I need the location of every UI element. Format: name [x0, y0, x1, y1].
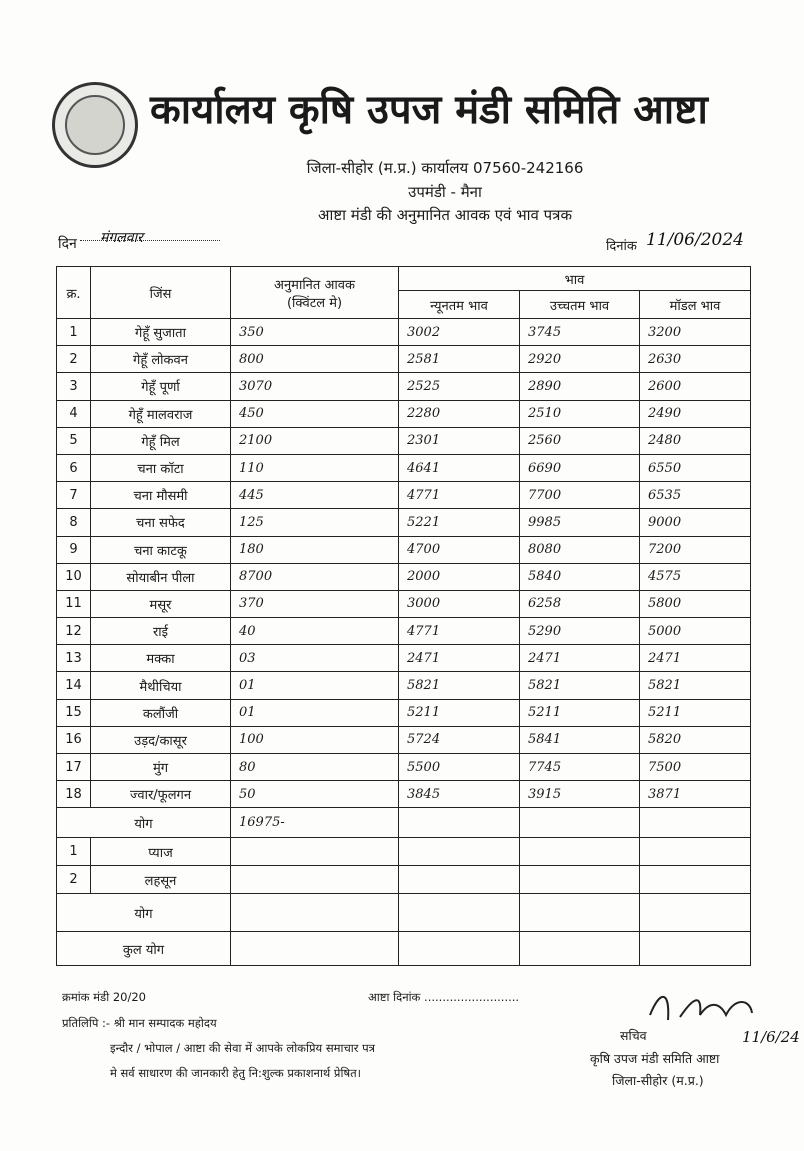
max-price-cell: 3745 — [520, 319, 640, 346]
max-price-cell: 5211 — [520, 699, 640, 726]
table-row — [57, 590, 751, 617]
min-price-cell: 5211 — [399, 699, 520, 726]
serial-cell: 2 — [57, 866, 91, 894]
mandi-emblem-logo — [52, 82, 138, 168]
arrival-header: अनुमानित आवक (क्विंटल मे) — [231, 267, 399, 319]
modal-price-cell: 3200 — [640, 319, 751, 346]
min-price-cell: 4771 — [399, 618, 520, 645]
sub-mandi-line: उपमंडी - मैना — [408, 183, 482, 201]
item-cell: मुंग — [91, 754, 231, 781]
arrival-cell: 125 — [231, 509, 399, 536]
table-row — [57, 482, 751, 509]
arrival-cell: 80 — [231, 754, 399, 781]
min-price-cell: 3000 — [399, 590, 520, 617]
table-row — [57, 726, 751, 753]
arrival-cell: 800 — [231, 346, 399, 373]
serial-cell: 2 — [57, 346, 91, 373]
min-price-cell: 5724 — [399, 726, 520, 753]
item-cell: कलौंजी — [91, 699, 231, 726]
empty-cell — [231, 866, 399, 894]
item-cell: चना काटकू — [91, 536, 231, 563]
max-price-cell: 7700 — [520, 482, 640, 509]
date-label: दिनांक — [606, 239, 637, 254]
serial-cell: 10 — [57, 563, 91, 590]
total-row — [57, 808, 751, 838]
serial-cell: 6 — [57, 454, 91, 481]
serial-cell: 15 — [57, 699, 91, 726]
serial-cell: 14 — [57, 672, 91, 699]
item-cell: मक्का — [91, 645, 231, 672]
item-cell: ज्वार/फूलगन — [91, 781, 231, 808]
min-price-header: न्यूनतम भाव — [399, 291, 520, 319]
max-price-header: उच्चतम भाव — [520, 291, 640, 319]
arrival-cell: 180 — [231, 536, 399, 563]
serial-cell: 18 — [57, 781, 91, 808]
empty-cell — [399, 932, 520, 966]
day-value: मंगलवार — [100, 230, 143, 246]
serial-cell: 13 — [57, 645, 91, 672]
max-price-cell: 5840 — [520, 563, 640, 590]
ashta-date-line: आष्टा दिनांक .......................... — [368, 990, 520, 1004]
item-cell: गेहूँ मालवराज — [91, 400, 231, 427]
extra-item-row — [57, 866, 751, 894]
item-cell: उड़द/कासूर — [91, 726, 231, 753]
min-price-cell: 2301 — [399, 427, 520, 454]
arrival-cell: 8700 — [231, 563, 399, 590]
arrival-cell: 100 — [231, 726, 399, 753]
table-row — [57, 754, 751, 781]
modal-price-cell: 4575 — [640, 563, 751, 590]
subtotal-row — [57, 894, 751, 932]
modal-price-cell: 5820 — [640, 726, 751, 753]
total-arrival-value: 16975- — [231, 808, 399, 838]
price-table — [56, 266, 751, 966]
empty-cell — [520, 838, 640, 866]
arrival-cell: 3070 — [231, 373, 399, 400]
serial-cell: 1 — [57, 319, 91, 346]
item-cell: सोयाबीन पीला — [91, 563, 231, 590]
table-row — [57, 781, 751, 808]
table-row — [57, 427, 751, 454]
empty-cell — [399, 866, 520, 894]
max-price-cell: 2890 — [520, 373, 640, 400]
table-row — [57, 373, 751, 400]
empty-cell — [640, 932, 751, 966]
item-cell: चना कॉटा — [91, 454, 231, 481]
modal-price-cell: 2490 — [640, 400, 751, 427]
arrival-cell: 445 — [231, 482, 399, 509]
serial-cell: 1 — [57, 838, 91, 866]
empty-cell — [520, 932, 640, 966]
arrival-cell: 01 — [231, 699, 399, 726]
serial-cell: 11 — [57, 590, 91, 617]
copy-to-line: प्रतिलिपि :- श्री मान सम्पादक महोदय — [62, 1016, 217, 1030]
min-price-cell: 2581 — [399, 346, 520, 373]
modal-price-cell: 9000 — [640, 509, 751, 536]
modal-price-cell: 7200 — [640, 536, 751, 563]
arrival-cell: 2100 — [231, 427, 399, 454]
empty-cell — [231, 838, 399, 866]
min-price-cell: 4700 — [399, 536, 520, 563]
table-row — [57, 346, 751, 373]
serial-cell: 3 — [57, 373, 91, 400]
empty-cell — [640, 866, 751, 894]
min-price-cell: 5821 — [399, 672, 520, 699]
item-cell: लहसून — [91, 866, 231, 894]
max-price-cell: 7745 — [520, 754, 640, 781]
empty-cell — [640, 808, 751, 838]
table-row — [57, 672, 751, 699]
item-cell: चना सफेद — [91, 509, 231, 536]
min-price-cell: 2471 — [399, 645, 520, 672]
max-price-cell: 8080 — [520, 536, 640, 563]
table-row — [57, 509, 751, 536]
extra-item-row — [57, 838, 751, 866]
arrival-cell: 110 — [231, 454, 399, 481]
min-price-cell: 2000 — [399, 563, 520, 590]
table-row — [57, 400, 751, 427]
max-price-cell: 2471 — [520, 645, 640, 672]
modal-price-cell: 5000 — [640, 618, 751, 645]
max-price-cell: 5290 — [520, 618, 640, 645]
empty-cell — [640, 838, 751, 866]
item-cell: चना मौसमी — [91, 482, 231, 509]
max-price-cell: 5821 — [520, 672, 640, 699]
serial-cell: 9 — [57, 536, 91, 563]
reference-number: क्रमांक मंडी 20/20 — [62, 990, 146, 1004]
item-cell: राई — [91, 618, 231, 645]
arrival-cell: 450 — [231, 400, 399, 427]
serial-cell: 4 — [57, 400, 91, 427]
table-row — [57, 645, 751, 672]
signature-date: 11/6/24 — [742, 1028, 800, 1046]
min-price-cell: 2280 — [399, 400, 520, 427]
min-price-cell: 3845 — [399, 781, 520, 808]
max-price-cell: 5841 — [520, 726, 640, 753]
item-cell: मैथीचिया — [91, 672, 231, 699]
arrival-cell: 350 — [231, 319, 399, 346]
serial-cell: 12 — [57, 618, 91, 645]
modal-price-cell: 5211 — [640, 699, 751, 726]
max-price-cell: 6690 — [520, 454, 640, 481]
modal-price-cell: 7500 — [640, 754, 751, 781]
item-cell: प्याज — [91, 838, 231, 866]
date-value: 11/06/2024 — [646, 230, 744, 250]
min-price-cell: 4771 — [399, 482, 520, 509]
copy-body-line-2: मे सर्व साधारण की जानकारी हेतु नि:शुल्क प्रकाशनार्थ प्रेषित। — [110, 1066, 362, 1080]
arrival-cell: 03 — [231, 645, 399, 672]
item-cell: गेहूँ मिल — [91, 427, 231, 454]
empty-cell — [520, 808, 640, 838]
item-cell: गेहूँ लोकवन — [91, 346, 231, 373]
table-row — [57, 454, 751, 481]
modal-price-cell: 2630 — [640, 346, 751, 373]
serial-header: क्र. — [57, 267, 91, 319]
arrival-cell: 40 — [231, 618, 399, 645]
modal-price-cell: 5800 — [640, 590, 751, 617]
serial-cell: 5 — [57, 427, 91, 454]
office-title: कार्यालय कृषि उपज मंडी समिति आष्टा — [150, 87, 708, 133]
empty-cell — [520, 894, 640, 932]
max-price-cell: 2560 — [520, 427, 640, 454]
copy-body-line-1: इन्दौर / भोपाल / आष्टा की सेवा में आपके लोकप्रिय समाचार पत्र — [110, 1041, 376, 1055]
price-header: भाव — [399, 267, 751, 291]
table-row — [57, 536, 751, 563]
grand-total-label: कुल योग — [57, 932, 231, 966]
table-row — [57, 618, 751, 645]
table-row — [57, 563, 751, 590]
modal-price-header: मॉडल भाव — [640, 291, 751, 319]
max-price-cell: 3915 — [520, 781, 640, 808]
signatory-org: कृषि उपज मंडी समिति आष्टा — [590, 1051, 720, 1066]
empty-cell — [399, 894, 520, 932]
serial-cell: 16 — [57, 726, 91, 753]
empty-cell — [520, 866, 640, 894]
arrival-cell: 50 — [231, 781, 399, 808]
max-price-cell: 9985 — [520, 509, 640, 536]
day-label: दिन — [58, 236, 77, 252]
min-price-cell: 3002 — [399, 319, 520, 346]
modal-price-cell: 3871 — [640, 781, 751, 808]
empty-cell — [640, 894, 751, 932]
max-price-cell: 2510 — [520, 400, 640, 427]
report-subtitle: आष्टा मंडी की अनुमानित आवक एवं भाव पत्रक — [318, 206, 572, 224]
modal-price-cell: 2471 — [640, 645, 751, 672]
subtotal-label: योग — [57, 894, 231, 932]
item-cell: गेहूँ सुजाता — [91, 319, 231, 346]
max-price-cell: 2920 — [520, 346, 640, 373]
arrival-cell: 01 — [231, 672, 399, 699]
table-row — [57, 319, 751, 346]
min-price-cell: 2525 — [399, 373, 520, 400]
empty-cell — [399, 838, 520, 866]
item-cell: मसूर — [91, 590, 231, 617]
modal-price-cell: 5821 — [640, 672, 751, 699]
item-header: जिंस — [91, 267, 231, 319]
table-row — [57, 699, 751, 726]
empty-cell — [231, 894, 399, 932]
empty-cell — [231, 932, 399, 966]
modal-price-cell: 2600 — [640, 373, 751, 400]
modal-price-cell: 6535 — [640, 482, 751, 509]
max-price-cell: 6258 — [520, 590, 640, 617]
signatory-place: जिला-सीहोर (म.प्र.) — [612, 1073, 704, 1088]
min-price-cell: 4641 — [399, 454, 520, 481]
total-label: योग — [57, 808, 231, 838]
district-phone-line: जिला-सीहोर (म.प्र.) कार्यालय 07560-242166 — [306, 159, 584, 177]
arrival-cell: 370 — [231, 590, 399, 617]
empty-cell — [399, 808, 520, 838]
item-cell: गेहूँ पूर्णा — [91, 373, 231, 400]
serial-cell: 17 — [57, 754, 91, 781]
grand-total-row — [57, 932, 751, 966]
serial-cell: 8 — [57, 509, 91, 536]
modal-price-cell: 6550 — [640, 454, 751, 481]
serial-cell: 7 — [57, 482, 91, 509]
header-row-1 — [57, 267, 751, 291]
modal-price-cell: 2480 — [640, 427, 751, 454]
min-price-cell: 5500 — [399, 754, 520, 781]
signatory-title: सचिव — [620, 1028, 647, 1043]
min-price-cell: 5221 — [399, 509, 520, 536]
